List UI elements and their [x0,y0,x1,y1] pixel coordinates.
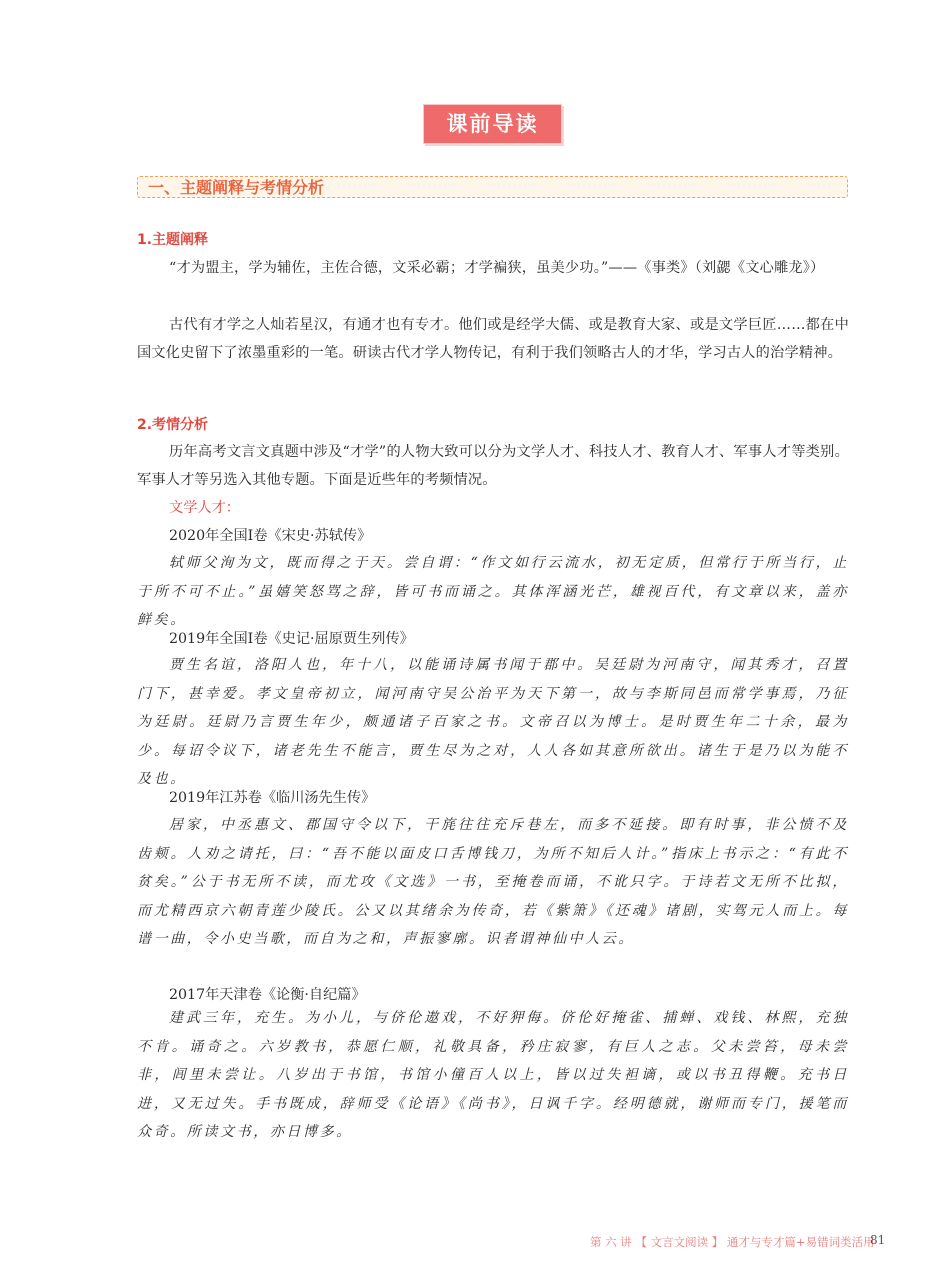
page-number: 81 [870,1233,886,1247]
banner-title: 课前导读 [423,104,562,144]
category-label: 文学人才： [169,500,240,516]
work-excerpt: 轼师父洵为文，既而得之于天。尝自谓：“作文如行云流水，初无定质，但常行于所当行，止于所不可不止。”虽嬉笑怒骂之辞，皆可书而诵之。其体浑涵光芒，雄视百代，有文章以来，盖亦鲜矣。 [137,555,849,628]
theme-paragraph: 古代有才学之人灿若星汉，有通才也有专才。他们或是经学大儒、或是教育大家、或是文学巨匠……都在中国文化史留下了浓墨重彩的一笔。研读古代才学人物传记，有利于我们领略古人的才华，学习古人的治学精神。 [137,317,849,361]
quote-paragraph: “才为盟主，学为辅佐，主佐合德，文采必霸；才学褊狭，虽美少功。”——《事类》（刘勰《文心雕龙》） [169,260,825,276]
work-excerpt: 居家，中丞惠文、郡国守令以下，干旄往往充斥巷左，而多不延接。即有时事，非公愤不及齿颊。人劝之请托，曰：“吾不能以面皮口舌博钱刀，为所不知后人计。”指床上书示之：“有此不贫矣。”公于书无所不读，而尤攻《文选》一书，至掩卷而诵，不讹只字。于诗若文无所不比拟，而尤精西京六朝青莲少陵氏。公又以其绪余为传奇，若《紫箫》《还魂》诸剧，实驾元人而上。每谱一曲，令小史当歌，而自为之和，声振寥廓。识者谓神仙中人云。 [137,817,849,947]
section-heading: 一、主题阐释与考情分析 [137,176,848,198]
work-title: 2019年全国Ⅰ卷《史记·屈原贾生列传》 [169,631,414,647]
work-excerpt: 建武三年，充生。为小儿，与侪伦遨戏，不好狎侮。侪伦好掩雀、捕蝉、戏钱、林熙，充独不肯。诵奇之。六岁教书，恭愿仁顺，礼敬具备，矜庄寂寥，有巨人之志。父未尝笞，母未尝非，闾里未尝让。八岁出于书馆，书馆小僮百人以上，皆以过失袒谪，或以书丑得鞭。充书日进，又无过失。手书既成，辞师受《论语》《尚书》，日讽千字。经明德就，谢师而专门，援笔而众奇。所读文书，亦日博多。 [137,1010,849,1140]
work-title: 2017年天津卷《论衡·自纪篇》 [169,987,366,1003]
work-title: 2020年全国Ⅰ卷《宋史·苏轼传》 [169,528,372,544]
footer-chapter: 第 六 讲 【 文言文阅读 】 通才与专才篇+易错词类活用 [590,1235,875,1249]
work-excerpt: 贾生名谊，洛阳人也，年十八，以能诵诗属书闻于郡中。吴廷尉为河南守，闻其秀才，召置门下，甚幸爱。孝文皇帝初立，闻河南守吴公治平为天下第一，故与李斯同邑而常学事焉，乃征为廷尉。廷尉乃言贾生年少，颇通诸子百家之书。文帝召以为博士。是时贾生年二十余，最为少。每诏令议下，诸老先生不能言，贾生尽为之对，人人各如其意所欲出。诸生于是乃以为能不及也。 [137,657,849,787]
subheading-analysis: 2.考情分析 [137,417,209,433]
work-title: 2019年江苏卷《临川汤先生传》 [169,790,376,806]
subheading-theme: 1.主题阐释 [137,232,209,248]
analysis-paragraph: 历年高考文言文真题中涉及“才学”的人物大致可以分为文学人才、科技人才、教育人才、军事人才等类别。军事人才等另选入其他专题。下面是近些年的考频情况。 [137,444,849,488]
